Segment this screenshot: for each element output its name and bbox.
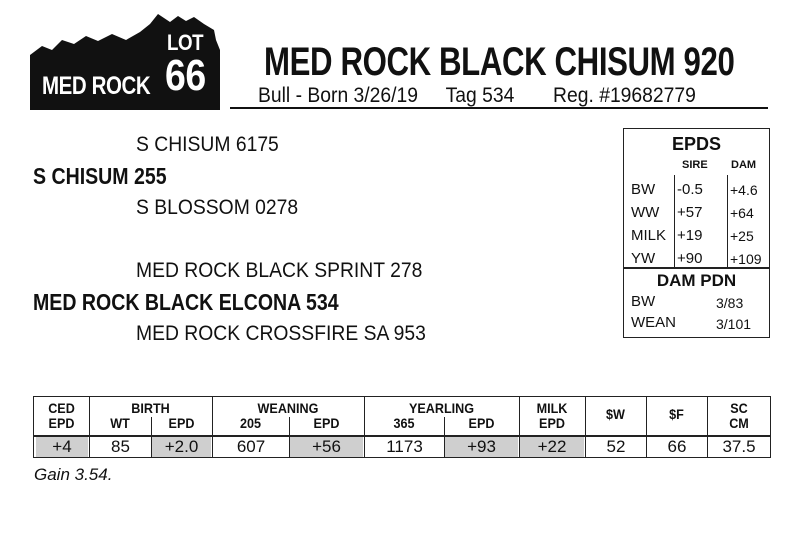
- epd-title: EPDS: [671, 134, 722, 154]
- registration-number: Reg. #19682779: [553, 84, 696, 107]
- epd-sire-value: -0.5: [677, 181, 703, 198]
- header-birth: BIRTH: [131, 400, 170, 416]
- header-yearling: YEARLING: [408, 400, 475, 416]
- pedigree-dam-sire: MED ROCK BLACK SPRINT 278: [136, 259, 423, 282]
- epd-row-milk: [624, 223, 769, 247]
- pdn-row-wean: [631, 314, 761, 331]
- header-yearling-365: 365: [393, 415, 415, 431]
- pedigree-dam: MED ROCK BLACK ELCONA 534: [33, 289, 339, 315]
- header-milk-epd: EPD: [539, 415, 565, 431]
- animal-name: MED ROCK BLACK CHISUM 920: [264, 40, 735, 84]
- value-sw: 52: [606, 437, 626, 456]
- header-sc: SC: [730, 400, 748, 416]
- header-ced-epd: EPD: [48, 415, 75, 431]
- value-yearling-365: 1173: [386, 437, 423, 456]
- animal-details: [258, 84, 696, 108]
- epd-row-ww: [624, 200, 769, 224]
- header-birth-epd: EPD: [168, 415, 195, 431]
- epd-dam-value: +25: [730, 228, 754, 244]
- value-weaning-epd: +56: [290, 437, 363, 457]
- pdn-value: 3/101: [716, 316, 752, 332]
- header-sf: $F: [669, 406, 684, 422]
- header-yearling-epd: EPD: [468, 415, 495, 431]
- pedigree-dam-dam: MED ROCK CROSSFIRE SA 953: [136, 322, 426, 345]
- lot-logo: [28, 10, 248, 110]
- tag-number: Tag 534: [445, 84, 515, 107]
- value-ced-epd: +4: [36, 437, 88, 457]
- header-weaning-epd: EPD: [313, 415, 340, 431]
- header-sc-cm: CM: [729, 415, 749, 431]
- header-ced: CED: [48, 400, 75, 416]
- value-birth-epd: +2.0: [152, 437, 211, 457]
- sex-born: Bull - Born 3/26/19: [258, 84, 419, 107]
- pdn-row-bw: [631, 293, 761, 310]
- pdn-value: 3/83: [716, 295, 744, 311]
- value-yearling-epd: +93: [445, 437, 518, 457]
- value-sf: 66: [667, 437, 687, 456]
- performance-table: [33, 396, 771, 458]
- dam-pdn-title: DAM PDN: [656, 271, 737, 290]
- value-sc: 37.5: [722, 437, 756, 456]
- pedigree-sire-dam: S BLOSSOM 0278: [136, 196, 299, 219]
- epd-sire-value: +19: [677, 227, 703, 244]
- header-birth-wt: WT: [110, 415, 130, 431]
- pdn-label: BW: [631, 293, 656, 310]
- pedigree-sire: S CHISUM 255: [33, 163, 167, 189]
- epd-row-bw: [624, 177, 769, 201]
- brand-name: MED ROCK: [42, 72, 151, 100]
- epd-sire-value: +90: [677, 250, 703, 267]
- epd-label: WW: [631, 204, 660, 221]
- epd-label: YW: [631, 250, 656, 267]
- epd-sire-header: SIRE: [682, 159, 708, 171]
- epd-dam-value: +109: [730, 251, 762, 267]
- header-milk: MILK: [536, 400, 568, 416]
- header-weaning: WEANING: [257, 400, 319, 416]
- pdn-label: WEAN: [631, 314, 676, 331]
- pdn-divider: [624, 267, 769, 269]
- lot-label: LOT: [167, 30, 204, 55]
- gain-note: Gain 3.54.: [34, 465, 113, 484]
- lot-number: 66: [165, 51, 206, 100]
- epd-label: MILK: [631, 227, 667, 244]
- header-weaning-205: 205: [239, 415, 262, 431]
- epd-panel: [623, 128, 770, 338]
- title-divider: [230, 107, 768, 109]
- pedigree-sire-sire: S CHISUM 6175: [136, 133, 279, 156]
- epd-label: BW: [631, 181, 656, 198]
- epd-sire-value: +57: [677, 204, 703, 221]
- epd-dam-value: +4.6: [730, 182, 758, 198]
- value-weaning-205: 607: [236, 437, 266, 456]
- header-sw: $W: [606, 406, 625, 422]
- epd-dam-value: +64: [730, 205, 754, 221]
- epd-dam-header: DAM: [731, 159, 757, 171]
- value-birth-wt: 85: [111, 437, 130, 456]
- value-milk-epd: +22: [520, 437, 584, 457]
